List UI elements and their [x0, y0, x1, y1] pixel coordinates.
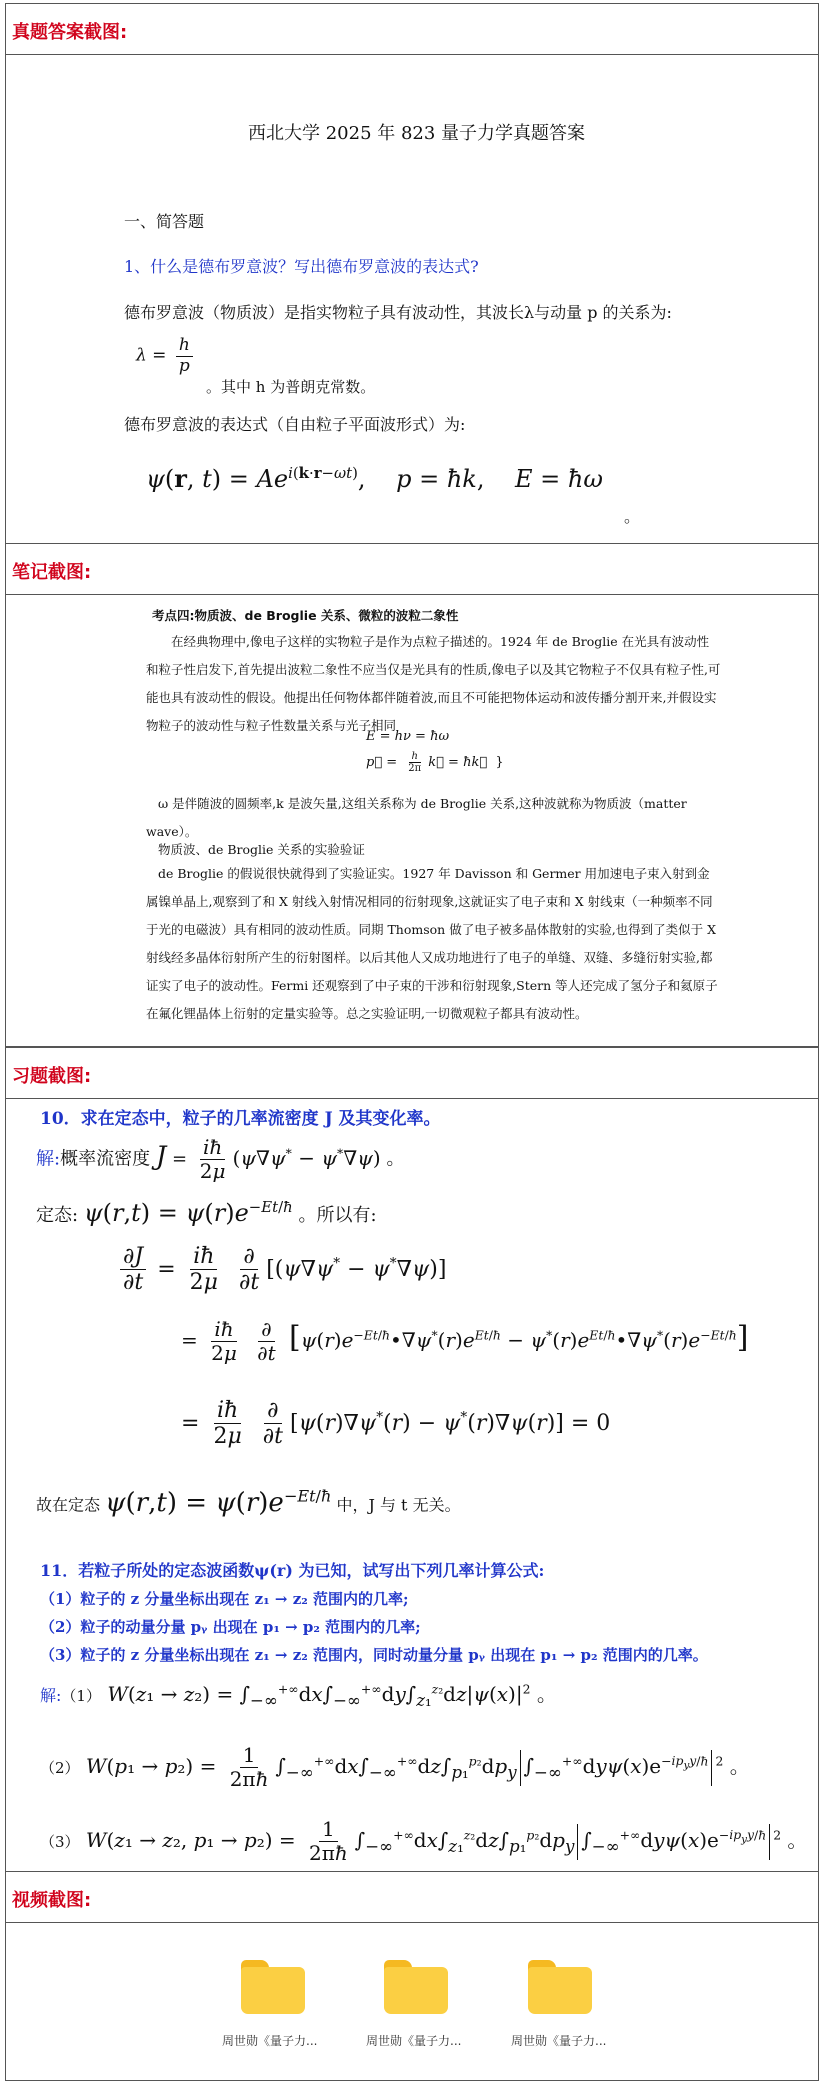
debroglie-relations: E = hν = ħω p⃗ = $\frac{h}{2\pi}$ k⃗ = ħk⃗ } — [366, 729, 504, 774]
answer-11-3: （3） W(z₁ → z₂, p₁ → p₂) = $\frac{1}{2\pi ħ}$ $\int_{-\infty}^{+\infty}dx\int_{z_1}^{z_2}dz\int_{p_1}^{p_2}dp_y$ $\int_{-\infty}^{+\infty}dy\psi(x)e^{-ip_yy/ħ}$ $^2$ 。 — [40, 1817, 808, 1865]
question-11-item-1: （1）粒子的 z 分量坐标出现在 z₁ → z₂ 范围内的几率; — [40, 1590, 409, 1608]
solution-text: 概率流密度 — [60, 1148, 151, 1170]
section-title: 视频截图: — [12, 1890, 92, 1911]
answer-num-1: （1） — [61, 1687, 101, 1705]
section-title: 真题答案截图: — [12, 22, 128, 43]
part-heading: 一、简答题 — [124, 212, 205, 231]
notes-paragraph-2: ω 是伴随波的圆频率,k 是波矢量,这组关系称为 de Broglie 关系,这种波就称为物质波（matter wave）。 — [146, 796, 687, 839]
answer-panel — [5, 3, 819, 555]
section-header — [6, 1872, 818, 1923]
answer-paragraph-2: 德布罗意波的表达式（自由粒子平面波形式）为: — [124, 415, 466, 434]
section-header — [6, 1048, 818, 1099]
answer-num-2: （2） — [40, 1759, 80, 1777]
section-title: 笔记截图: — [12, 562, 92, 583]
file-label: 周世勋《量子力... — [511, 2034, 607, 2048]
notes-panel — [5, 543, 819, 1047]
notes-subheading: 物质波、de Broglie 关系的实验验证 — [158, 842, 365, 857]
derivation-line-2: = $\frac{iħ}{2\mu}$ $\frac{\partial}{\partial t}$ [$\psi(r)e^{-Et/ħ}•\nabla\psi^*(r)e^{Et/ħ}$ − $\psi^*(r)e^{Et/ħ}•\nabla\psi^*(r)e^{-Et/ħ}$] — [181, 1317, 749, 1365]
video-panel — [5, 1871, 819, 2081]
section-header — [6, 544, 818, 595]
lambda-formula: λ = $\frac{h}{p}$ — [136, 336, 197, 376]
file-label: 周世勋《量子力... — [366, 2034, 462, 2048]
section-header — [6, 4, 818, 55]
exercise-panel — [5, 1047, 819, 1883]
file-label: 周世勋《量子力... — [222, 2034, 318, 2048]
answer-num-3: （3） — [40, 1833, 80, 1851]
wave-formula: ψ(r, $t) = Ae^{i(k\cdot r-\omega t)}$, p = ħk, E = ħω — [146, 464, 603, 493]
folder-icon — [241, 1960, 305, 2014]
conclusion-pre: 故在定态 — [36, 1495, 101, 1515]
folder-icon — [528, 1960, 592, 2014]
derivation-line-3: = $\frac{iħ}{2\mu}$ $\frac{\partial}{\partial t}$ [ψ(r)∇ψ*(r) − ψ*(r)∇ψ(r)] = 0 — [181, 1398, 611, 1450]
section-title: 习题截图: — [12, 1066, 92, 1087]
answer-11-1: 解:（1） $W(z_1 \to z_2) = \int_{-\infty}^{+\infty}dx\int_{-\infty}^{+\infty}dy\int_{z_1}^{z_2}dz|\psi(x)|^2$ 。 — [40, 1681, 557, 1710]
doc-title: 西北大学 2025 年 823 量子力学真题答案 — [248, 123, 586, 144]
answer-paragraph-1: 德布罗意波（物质波）是指实物粒子具有波动性，其波长λ与动量 p 的关系为: — [124, 303, 672, 322]
answer-label: 解: — [40, 1686, 62, 1705]
folder-icon — [384, 1960, 448, 2014]
question-10: 10．求在定态中，粒子的几率流密度 J 及其变化率。 — [40, 1109, 441, 1129]
notes-paragraph-1: 在经典物理中,像电子这样的实物粒子是作为点粒子描述的。1924 年 de Broglie 在光具有波动性和粒子性启发下,首先提出波粒二象性不应当仅是光具有的性质,像电子以及其它物粒子不仅具有粒子性,可能也具有波动性的假设。他提出任何物体都伴随着波,而且不可能把物体运动和波传播分割开来,并假设实物粒子的波动性与粒子性数量关系与光子相同 — [146, 634, 721, 733]
stationary-state: 定态: $\psi(r,t) = \psi(r)e^{-Et/ħ}$ 。所以有: — [36, 1198, 377, 1227]
stationary-label: 定态: — [36, 1205, 79, 1226]
so-text: 。所以有: — [298, 1205, 377, 1226]
solution-label: 解: — [36, 1148, 61, 1170]
question-11-item-3: （3）粒子的 z 分量坐标出现在 z₁ → z₂ 范围内，同时动量分量 pᵧ 出现在 p₁ → p₂ 范围内的几率。 — [40, 1646, 708, 1664]
derivation-line-1: $\frac{\partial J}{\partial t}$ = $\frac{iħ}{2\mu}$ $\frac{\partial}{\partial t}$ [(ψ∇ψ* − ψ*∇ψ)] — [116, 1244, 446, 1296]
question-11: 11．若粒子所处的定态波函数ψ(r) 为已知，试写出下列几率计算公式: — [40, 1561, 545, 1580]
formula-end-dot: 。 — [624, 507, 641, 526]
question-1: 1、什么是德布罗意波？写出德布罗意波的表达式? — [124, 257, 479, 276]
answer-11-2: （2） W(p₁ → p₂) = $\frac{1}{2\pi ħ}$ $\int_{-\infty}^{+\infty}dx\int_{-\infty}^{+\infty}dz\int_{p_1}^{p_2}dp_y$ $\int_{-\infty}^{+\infty}dy\psi(x)e^{-ip_yy/ħ}$ $^2$ 。 — [40, 1743, 750, 1791]
conclusion-post: 中，J 与 t 无关。 — [336, 1495, 461, 1515]
lambda-note: 。其中 h 为普朗克常数。 — [206, 378, 376, 396]
conclusion-10: 故在定态 $\psi(r,t) = \psi(r)e^{-Et/ħ}$ 中，J 与 t 无关。 — [36, 1486, 461, 1518]
notes-heading: 考点四:物质波、de Broglie 关系、微粒的波粒二象性 — [152, 608, 459, 623]
notes-paragraph-3: de Broglie 的假说很快就得到了实验证实。1927 年 Davisson 和 Germer 用加速电子束入射到金属镍单晶上,观察到了和 X 射线入射情况相同的衍射现象,这就证实了电子束和 X 射线束（一种频率不同于光的电磁波）具有相同的波动性质。同期 Thomson 做了电子被多晶体散射的实验,也得到了类似于 X 射线经多晶体衍射所产生的衍射图样。以后其他人又成功地进行了电子的单缝、双缝、多缝衍射实验,都证实了电子的波动性。Fermi 还观察到了中子束的干涉和衍射现象,Stern 等人还完成了氢分子和氦原子在氟化锂晶体上衍射的定量实验等。总之实验证明,一切微观粒子都具有波动性。 — [146, 866, 718, 1021]
question-11-item-2: （2）粒子的动量分量 pᵧ 出现在 p₁ → p₂ 范围内的几率; — [40, 1618, 421, 1636]
solution-10-flux: 解:概率流密度 J = $\frac{iħ}{2\mu}$ (ψ∇ψ* − ψ*∇ψ) 。 — [36, 1135, 405, 1183]
